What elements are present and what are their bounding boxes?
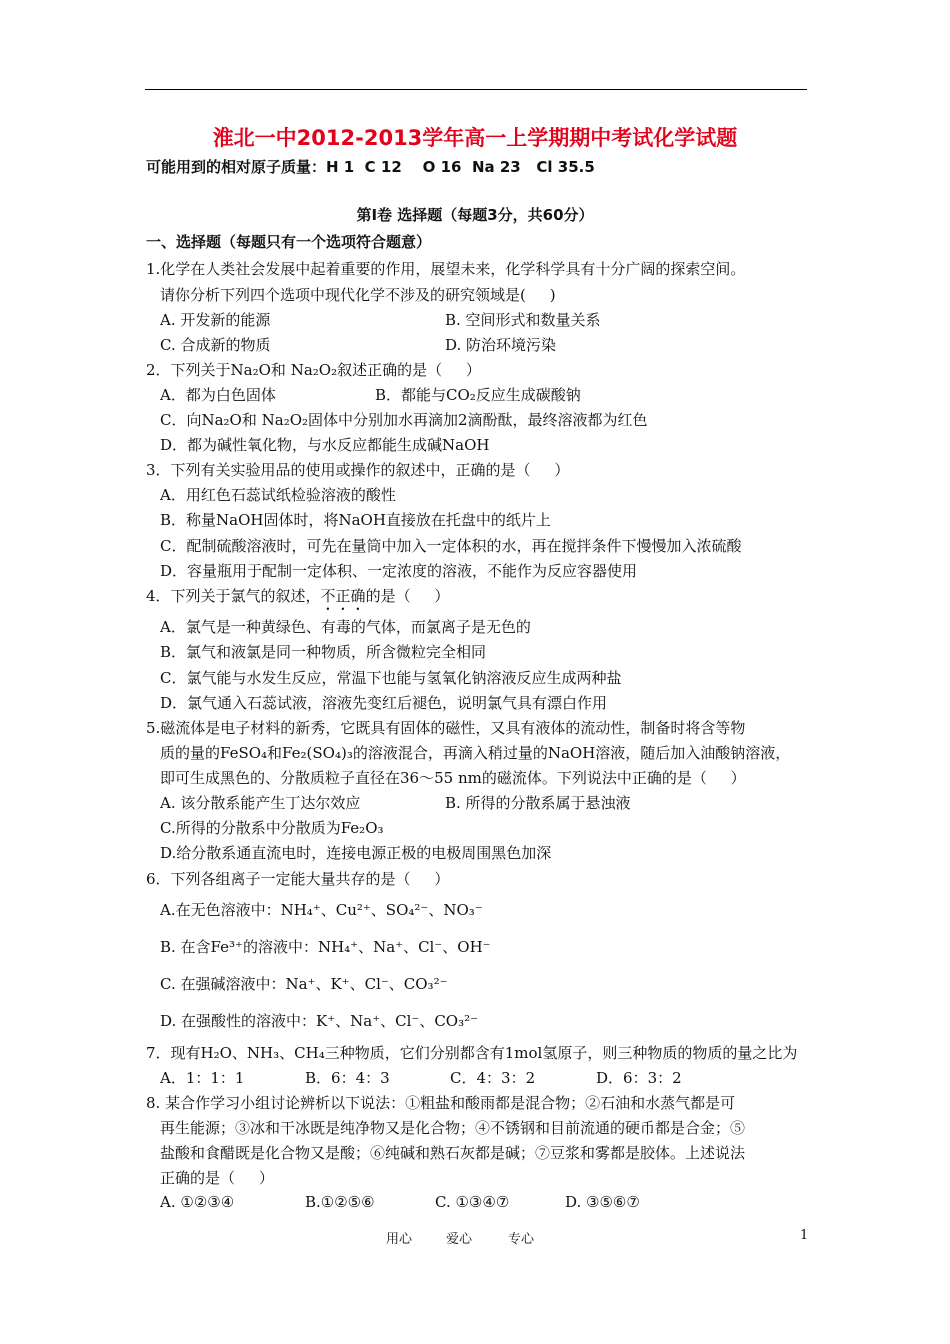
q4-option-d: D．氯气通入石蕊试液，溶液先变红后褪色，说明氯气具有漂白作用 (160, 694, 608, 712)
atomic-mass-line: 可能用到的相对原子质量：H 1 C 12 O 16 Na 23 Cl 35.5 (146, 158, 595, 176)
page-title: 淮北一中2012-2013学年高一上学期期中考试化学试题 (212, 126, 738, 150)
q1-stem-line1: 1.化学在人类社会发展中起着重要的作用，展望未来，化学科学具有十分广阔的探索空间。 (146, 260, 746, 278)
q3-stem: 3．下列有关实验用品的使用或操作的叙述中，正确的是（ ） (146, 461, 570, 479)
footer-word-3: 专心 (508, 1232, 535, 1247)
q7-option-b: B．6：4：3 (305, 1069, 390, 1087)
q6-option-b: B. 在含Fe³⁺的溶液中：NH₄⁺、Na⁺、Cl⁻、OH⁻ (160, 938, 491, 956)
q4-stem-pre: 4．下列关于氯气的叙述， (146, 587, 321, 605)
q4-stem (146, 585, 449, 614)
q8-stem-line4: 正确的是（ ） (160, 1169, 274, 1187)
q8-option-a: A. ①②③④ (160, 1193, 235, 1211)
q4-option-c: C．氯气能与水发生反应，常温下也能与氢氧化钠溶液反应生成两种盐 (160, 669, 622, 687)
footer-word-1: 用心 (386, 1232, 413, 1247)
q3-option-b: B．称量NaOH固体时，将NaOH直接放在托盘中的纸片上 (160, 511, 551, 529)
q6-option-c: C. 在强碱溶液中：Na⁺、K⁺、Cl⁻、CO₃²⁻ (160, 975, 448, 993)
q4-stem-emphasis: 不正确 (320, 587, 366, 605)
q8-stem-line1: 8. 某合作学习小组讨论辨析以下说法：①粗盐和酸雨都是混合物；②石油和水蒸气都是可 (146, 1094, 736, 1112)
q6-stem: 6．下列各组离子一定能大量共存的是（ ） (146, 870, 450, 888)
q5-option-d: D.给分散系通直流电时，连接电源正极的电极周围黑色加深 (160, 844, 552, 862)
q5-stem-line2: 质的量的FeSO₄和Fe₂(SO₄)₃的溶液混合，再滴入稍过量的NaOH溶液，随后加入油酸钠溶液， (160, 744, 791, 762)
q8-option-b: B.①②⑤⑥ (305, 1193, 375, 1211)
q8-option-c: C. ①③④⑦ (435, 1193, 510, 1211)
q8-option-d: D. ③⑤⑥⑦ (565, 1193, 640, 1211)
footer-word-2: 爱心 (446, 1232, 473, 1247)
q1-option-b: B. 空间形式和数量关系 (445, 311, 601, 329)
q7-option-c: C．4：3：2 (450, 1069, 536, 1087)
q2-option-b: B．都能与CO₂反应生成碳酸钠 (375, 386, 581, 404)
q5-stem-line3: 即可生成黑色的、分散质粒子直径在36～55 nm的磁流体。下列说法中正确的是（ ） (160, 769, 746, 787)
q4-option-b: B．氯气和液氯是同一种物质，所含微粒完全相同 (160, 643, 487, 661)
q1-option-a: A. 开发新的能源 (160, 311, 271, 329)
q5-option-c: C.所得的分散系中分散质为Fe₂O₃ (160, 819, 384, 837)
section-title: 第Ⅰ卷 选择题（每题3分，共60分） (356, 206, 594, 224)
q7-stem: 7．现有H₂O、NH₃、CH₄三种物质，它们分别都含有1mol氢原子，则三种物质的物质的量之比为 (146, 1044, 798, 1062)
q2-option-a: A．都为白色固体 (160, 386, 276, 404)
q5-option-b: B. 所得的分散系属于悬浊液 (445, 794, 631, 812)
q7-option-d: D．6：3：2 (596, 1069, 682, 1087)
q3-option-d: D．容量瓶用于配制一定体积、一定浓度的溶液，不能作为反应容器使用 (160, 562, 638, 580)
header-rule (145, 89, 807, 90)
q1-stem-line2: 请你分析下列四个选项中现代化学不涉及的研究领域是( ) (160, 286, 556, 304)
q1-option-d: D. 防治环境污染 (445, 336, 557, 354)
q8-stem-line2: 再生能源；③冰和干冰既是纯净物又是化合物；④不锈钢和目前流通的硬币都是合金；⑤ (160, 1119, 746, 1137)
part-title: 一、选择题（每题只有一个选项符合题意） (146, 233, 432, 251)
q6-option-a: A.在无色溶液中：NH₄⁺、Cu²⁺、SO₄²⁻、NO₃⁻ (160, 901, 483, 919)
q4-option-a: A．氯气是一种黄绿色、有毒的气体，而氯离子是无色的 (160, 618, 531, 636)
q2-option-d: D．都为碱性氧化物，与水反应都能生成碱NaOH (160, 436, 490, 454)
q5-stem-line1: 5.磁流体是电子材料的新秀，它既具有固体的磁性，又具有液体的流动性，制备时将含等物 (146, 719, 746, 737)
q2-option-c: C．向Na₂O和 Na₂O₂固体中分别加水再滴加2滴酚酞，最终溶液都为红色 (160, 411, 648, 429)
q2-stem: 2．下列关于Na₂O和 Na₂O₂叙述正确的是（ ） (146, 361, 481, 379)
q3-option-a: A．用红色石蕊试纸检验溶液的酸性 (160, 486, 396, 504)
q5-option-a: A. 该分散系能产生丁达尔效应 (160, 794, 361, 812)
q8-stem-line3: 盐酸和食醋既是化合物又是酸；⑥纯碱和熟石灰都是碱；⑦豆浆和雾都是胶体。上述说法 (160, 1144, 746, 1162)
q7-option-a: A．1：1：1 (160, 1069, 245, 1087)
q6-option-d: D. 在强酸性的溶液中：K⁺、Na⁺、Cl⁻、CO₃²⁻ (160, 1012, 479, 1030)
q1-option-c: C. 合成新的物质 (160, 336, 271, 354)
page-number: 1 (800, 1228, 809, 1243)
q3-option-c: C．配制硫酸溶液时，可先在量筒中加入一定体积的水，再在搅拌条件下慢慢加入浓硫酸 (160, 537, 742, 555)
q4-stem-post: 的是（ ） (365, 587, 450, 605)
